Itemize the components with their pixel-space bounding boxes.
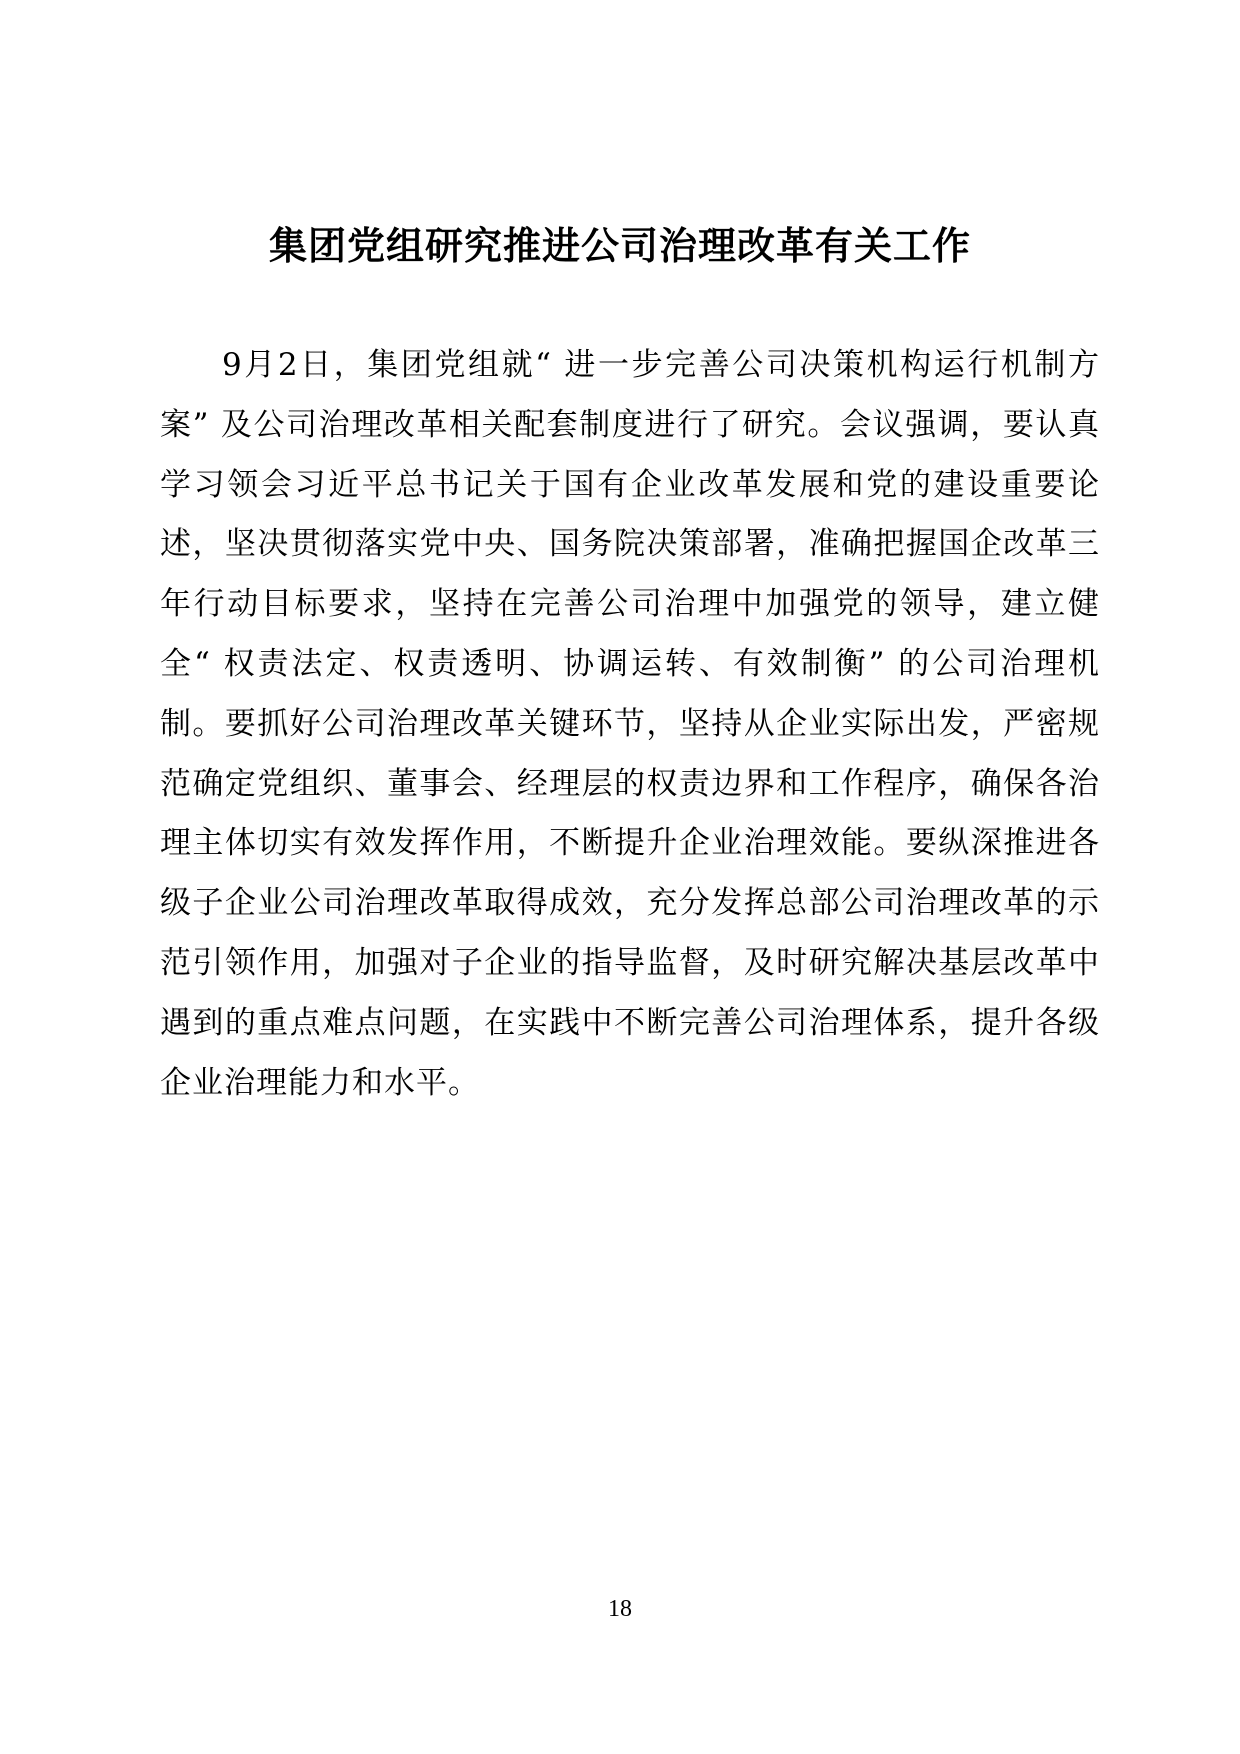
article-body-paragraph: 9月2日，集团党组就“ 进一步完善公司决策机构运行机制方案” 及公司治理改革相关配套制度进行了研究。会议强调，要认真学习领会习近平总书记关于国有企业改革发展和党的建设重要论述，坚决贯彻落实党中央、国务院决策部署，准确把握国企改革三年行动目标要求，坚持在完善公司治理中加强党的领导，建立健全“ 权责法定、权责透明、协调运转、有效制衡” 的公司治理机制。要抓好公司治理改革关键环节，坚持从企业实际出发，严密规范确定党组织、董事会、经理层的权责边界和工作程序，确保各治理主体切实有效发挥作用，不断提升企业治理效能。要纵深推进各级子企业公司治理改革取得成效，充分发挥总部公司治理改革的示范引领作用，加强对子企业的指导监督，及时研究解决基层改革中遇到的重点难点问题，在实践中不断完善公司治理体系，提升各级企业治理能力和水平。 [160,347,1100,1101]
page-number: 18 [608,1596,632,1622]
article-title: 集团党组研究推进公司治理改革有关工作 [268,224,971,268]
